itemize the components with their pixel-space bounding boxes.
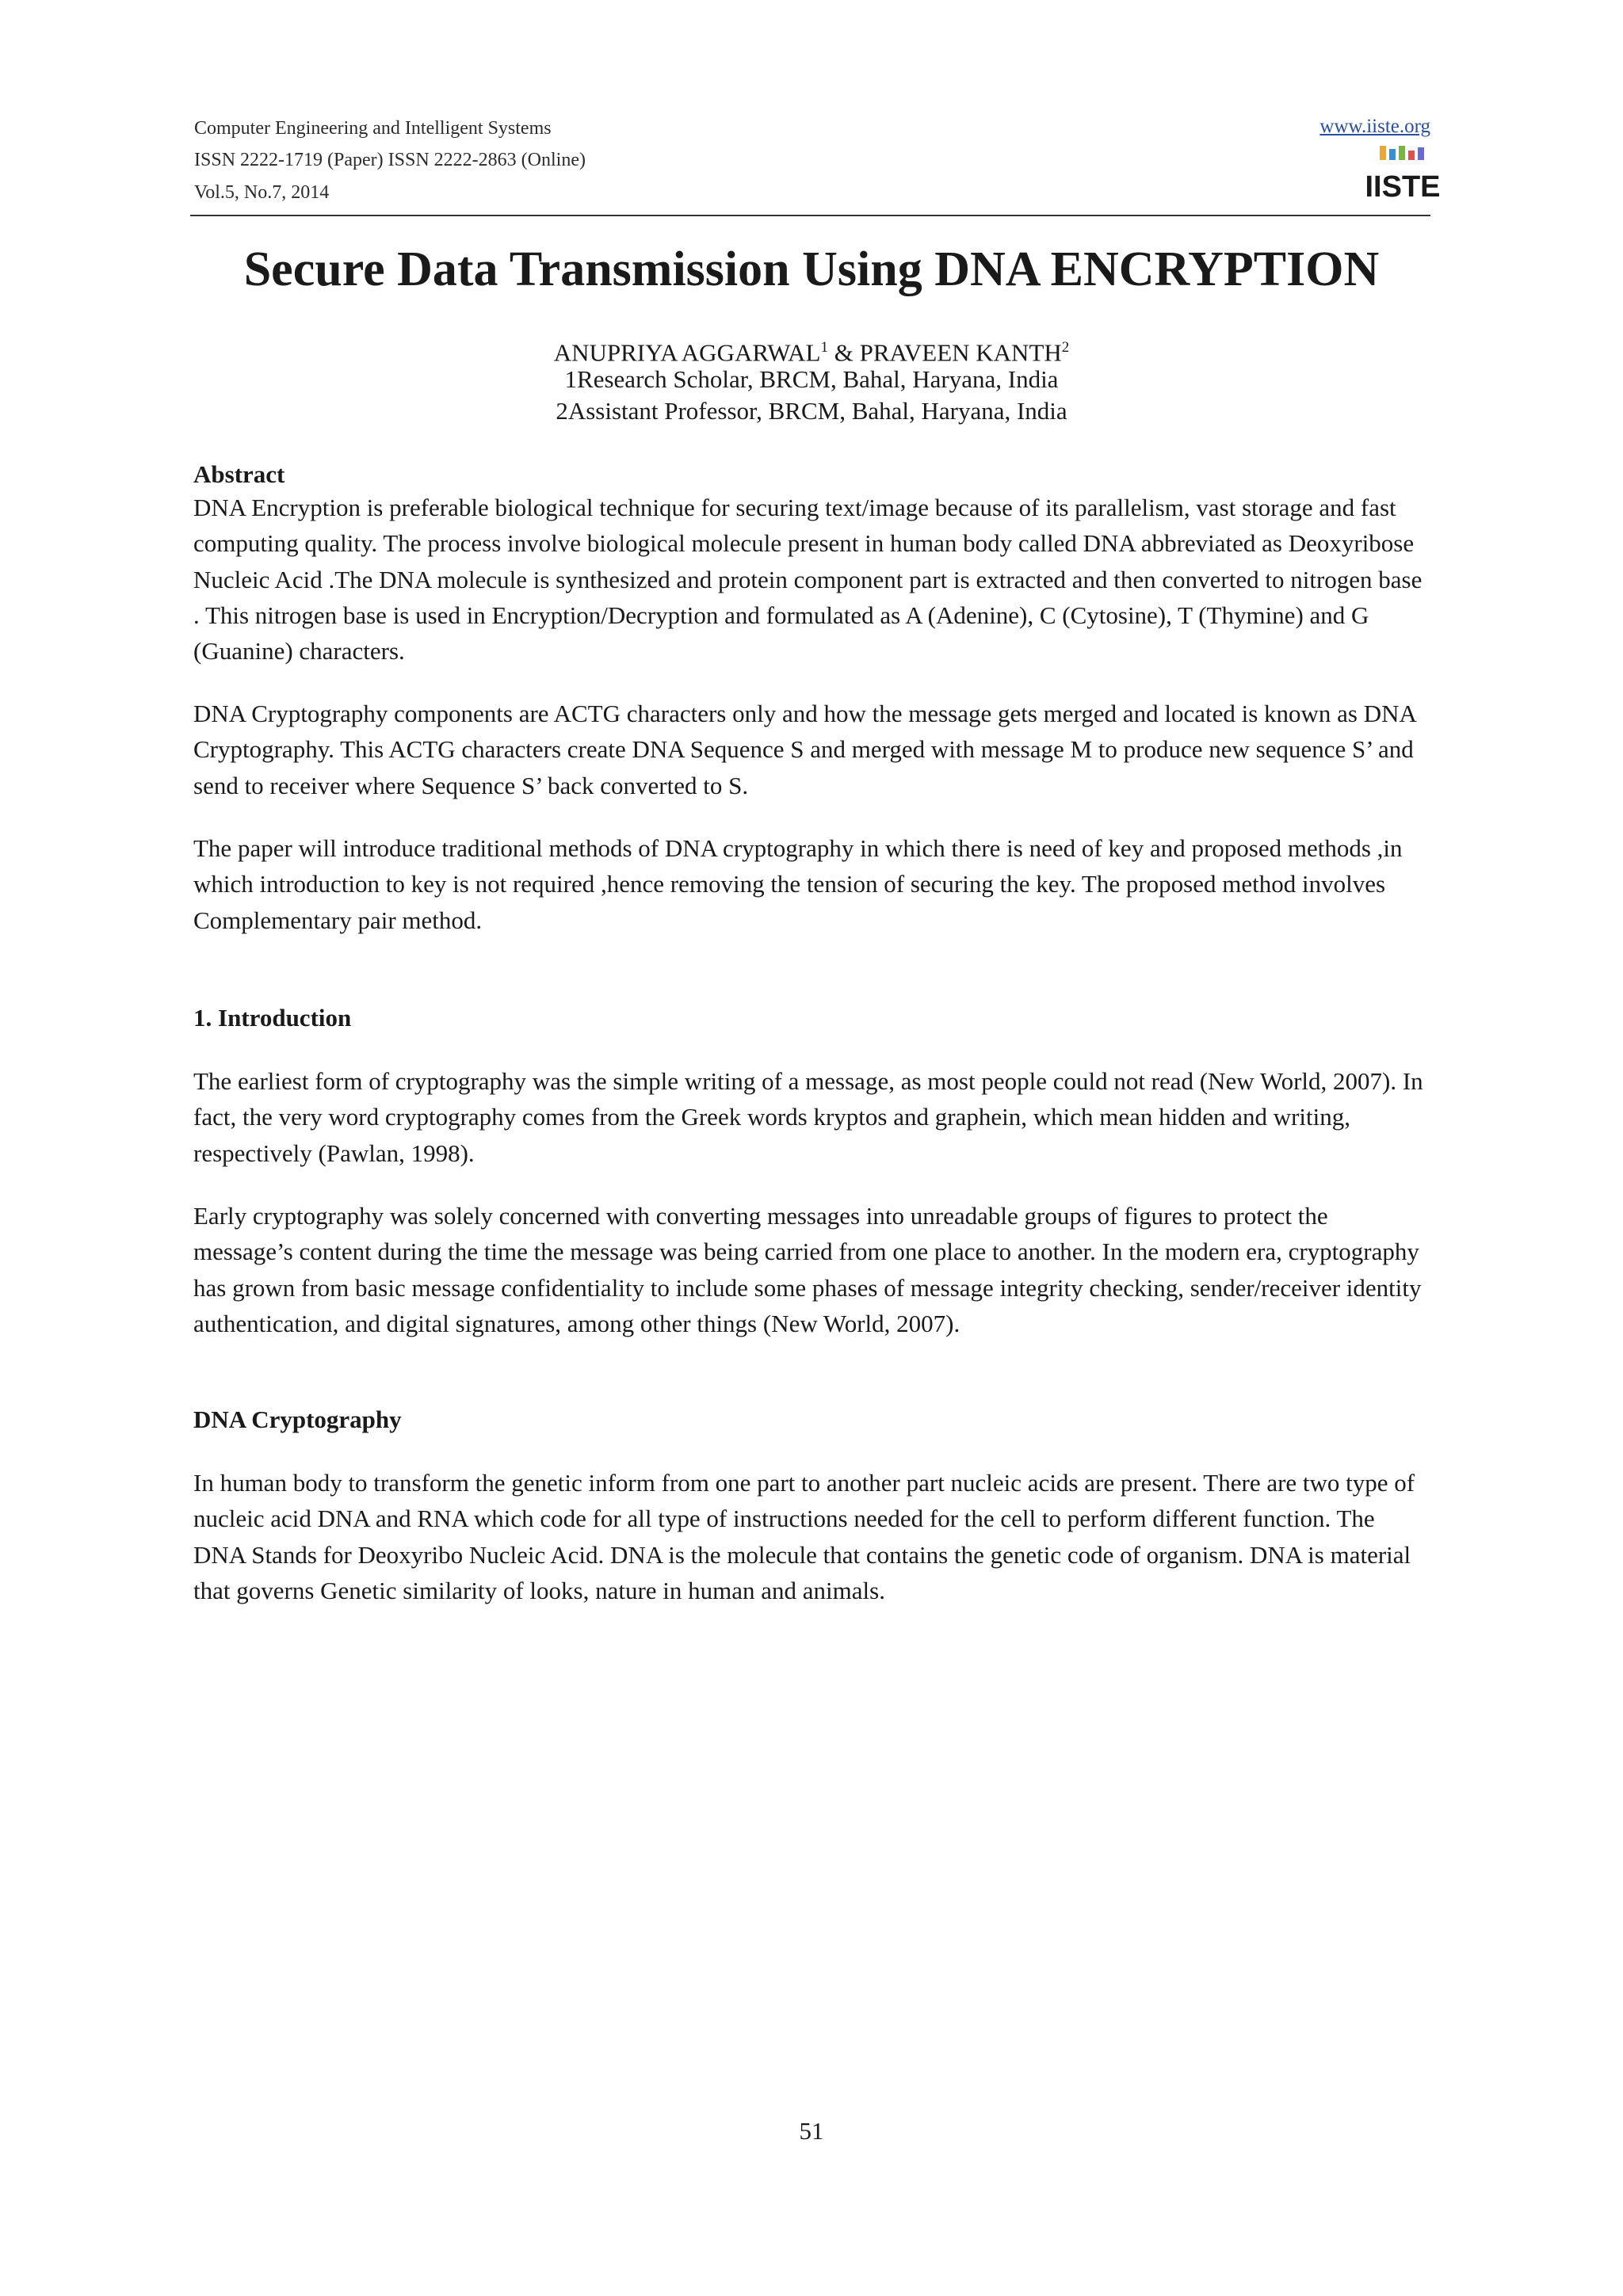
introduction-paragraph-1: The earliest form of cryptography was the simple writing of a message, as most people could not read (New World, 2007). In fact, the very word cryptography comes from the Greek words kryptos and graphein, which mean hidden and writing, respectively (Pawlan, 1998). xyxy=(193,1067,1423,1167)
abstract-paragraph-3: The paper will introduce traditional methods of DNA cryptography in which there is need of key and proposed methods ,in which introduction to key is not required ,hence removing the tension of securing the key. The proposed method involves Complementary pair method. xyxy=(193,834,1403,934)
author-2-sup: 2 xyxy=(1061,339,1070,356)
dna-cryptography-heading: DNA Cryptography xyxy=(193,1405,402,1433)
header-rule xyxy=(190,215,1430,216)
svg-text:IISTE: IISTE xyxy=(1365,170,1441,204)
introduction-paragraph-2: Early cryptography was solely concerned with converting messages into unreadable groups of figures to protect the message’s content during the time the message was being carried from one place to another. In the modern era, cryptography has grown from basic message confidentiality to include some phases of message integrity checking, sender/receiver identity authentication, and digital signatures, among other things (New World, 2007). xyxy=(193,1202,1422,1337)
affiliation-1: 1Research Scholar, BRCM, Bahal, Haryana, India xyxy=(564,365,1059,393)
journal-name: Computer Engineering and Intelligent Systems xyxy=(194,118,552,139)
paper-title: Secure Data Transmission Using DNA ENCRYPTION xyxy=(243,242,1380,296)
volume-line: Vol.5, No.7, 2014 xyxy=(194,182,330,203)
abstract-heading: Abstract xyxy=(193,460,285,488)
author-1: ANUPRIYA AGGARWAL xyxy=(553,338,821,367)
affiliation-2: 2Assistant Professor, BRCM, Bahal, Haryana, India xyxy=(556,397,1067,425)
abstract-paragraph-1: DNA Encryption is preferable biological technique for securing text/image because of its parallelism, vast storage and fast computing quality. The process involve biological molecule present in human body called DNA abbreviated as Deoxyribose Nucleic Acid .The DNA molecule is synthesized and protein component part is extracted and then converted to nitrogen base . This nitrogen base is used in Encryption/Decryption and formulated as A (Adenine), C (Cytosine), T (Thymine) and G (Guanine) characters. xyxy=(193,494,1423,666)
abstract-paragraph-2: DNA Cryptography components are ACTG characters only and how the message gets merged and located is known as DNA Cryptography. This ACTG characters create DNA Sequence S and merged with message M to produce new sequence S’ and send to receiver where Sequence S’ back converted to S. xyxy=(193,700,1416,799)
author-connector: & xyxy=(827,338,860,367)
dna-cryptography-paragraph: In human body to transform the genetic inform from one part to another part nucleic acids are present. There are two type of nucleic acid DNA and RNA which code for all type of instructions needed for the cell to perform different function. The DNA Stands for Deoxyribo Nucleic Acid. DNA is the molecule that contains the genetic code of organism. DNA is material that governs Genetic similarity of looks, nature in human and animals. xyxy=(193,1469,1415,1604)
iiste-logo-icon xyxy=(1365,144,1441,204)
author-1-sup: 1 xyxy=(820,339,828,356)
introduction-heading: 1. Introduction xyxy=(193,1004,352,1032)
author-2: PRAVEEN KANTH xyxy=(859,338,1062,367)
website-link[interactable]: www.iiste.org xyxy=(1319,116,1430,137)
issn-line: ISSN 2222-1719 (Paper) ISSN 2222-2863 (Online) xyxy=(194,150,586,170)
page-number: 51 xyxy=(799,2117,824,2145)
